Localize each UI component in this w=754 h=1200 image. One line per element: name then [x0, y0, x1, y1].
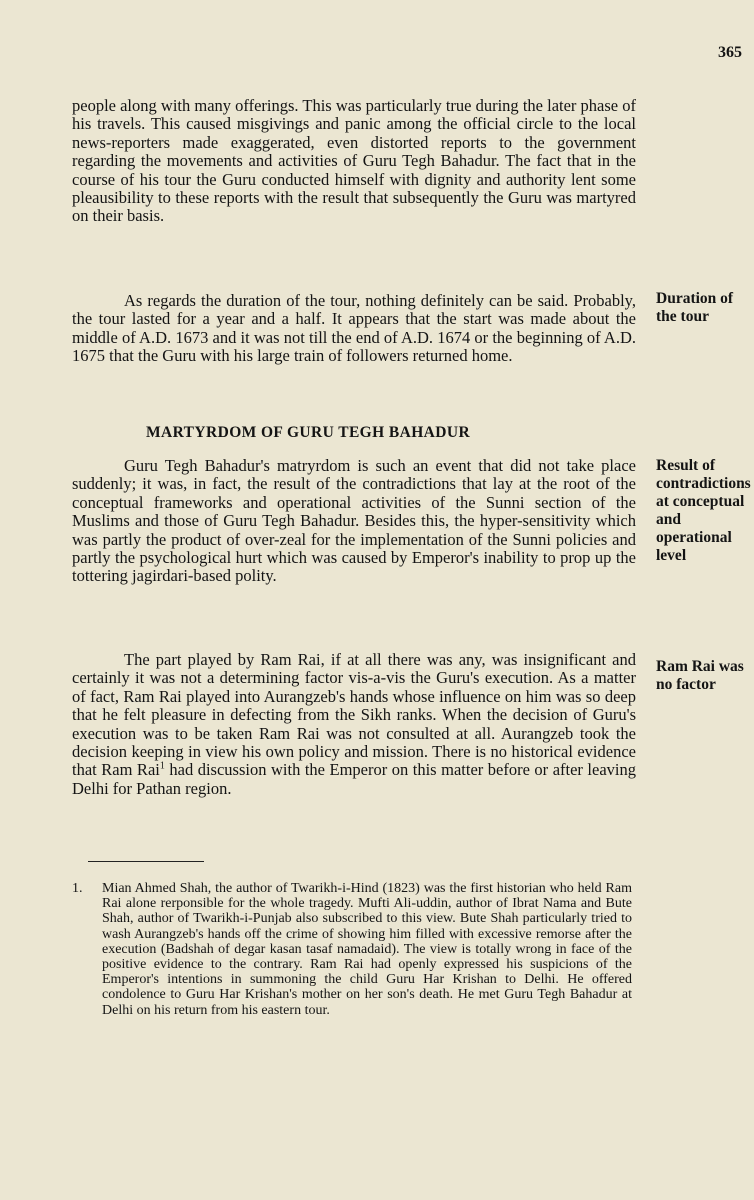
- footnote-text: Mian Ahmed Shah, the author of Twarikh-i-Hind (1823) was the first historian who held Ram Rai alone rerponsible for the whole tragedy. Mufti Ali-uddin, author of Ibrat Nama and Bute Shah, author of Twarikh-i-Punjab also subscribed to this view. Bute Shah particularly tried to wash Aurangzeb's hands off the crime of showing him filled with excessive remorse after the execution (Badshah of degar kasan tasaf namadaid). The view is totally wrong in face of the positive evidence to the contrary. Ram Rai had openly expressed his suspicions of the Emperor's intentions in summoning the child Guru Har Krishan to Delhi. He offered condolence to Guru Har Krishan's mother on her son's death. He met Guru Tegh Bahadur at Delhi on his return from his eastern tour.: [102, 881, 632, 1018]
- paragraph-martyrdom: Guru Tegh Bahadur's matryrdom is such an event that did not take place suddenly; it was, in fact, the result of the contradictions that lay at the root of the conceptual frameworks and operational activities of the Sunni section of the Muslims and those of Guru Tegh Bahadur. Besides this, the hyper-sensitivity which was partly the product of over-zeal for the implementation of the Sunni policies and partly the psychological hurt which was caused by Emperor's inability to prop up the tottering jagirdari-based polity.: [72, 456, 636, 586]
- paragraph-ram-rai-text-end: had discussion with the Emperor on this matter before or after leaving Delhi for Pathan region.: [72, 760, 636, 798]
- section-heading: MARTYRDOM OF GURU TEGH BAHADUR: [146, 424, 471, 441]
- page-number: 365: [718, 44, 742, 61]
- paragraph-ram-rai-text: The part played by Ram Rai, if at all there was any, was insignificant and certainly it was not a determining factor vis-a-vis the Guru's execution. As a matter of fact, Ram Rai played into Aurangzeb's hands whose influence on him was so deep that he felt pleasure in defecting from the Sikh ranks. When the decision of Guru's execution was to be taken Ram Rai was not consulted at all. Aurangzeb took the decision keeping in view his own policy and mission. There is no historical evidence that Ram Rai: [72, 650, 636, 780]
- paragraph-duration: As regards the duration of the tour, nothing definitely can be said. Probably, the tour lasted for a year and a half. It appears that the start was made about the middle of A.D. 1673 and it was not till the end of A.D. 1674 or the beginning of A.D. 1675 that the Guru with his large train of followers returned home.: [72, 291, 636, 366]
- footnote-reference: 1: [159, 760, 165, 772]
- footnote-divider: [88, 861, 204, 862]
- paragraph-ram-rai: [72, 651, 636, 798]
- margin-note-contradictions: Result of contradictions at conceptual and operational level: [656, 457, 751, 564]
- margin-note-ram-rai: Ram Rai was no factor: [656, 658, 744, 693]
- paragraph-reports: people along with many offerings. This was particularly true during the later phase of his travels. This caused misgivings and panic among the official circle to the local news-reporters made exaggerated, even distorted reports to the government regarding the movements and activities of Guru Tegh Bahadur. The fact that in the course of his tour the Guru conducted himself with dignity and authority lent some pleausibility to these reports with the result that subsequently the Guru was martyred on their basis.: [72, 96, 636, 226]
- footnote-number: 1.: [72, 881, 83, 896]
- margin-note-duration: Duration of the tour: [656, 290, 734, 325]
